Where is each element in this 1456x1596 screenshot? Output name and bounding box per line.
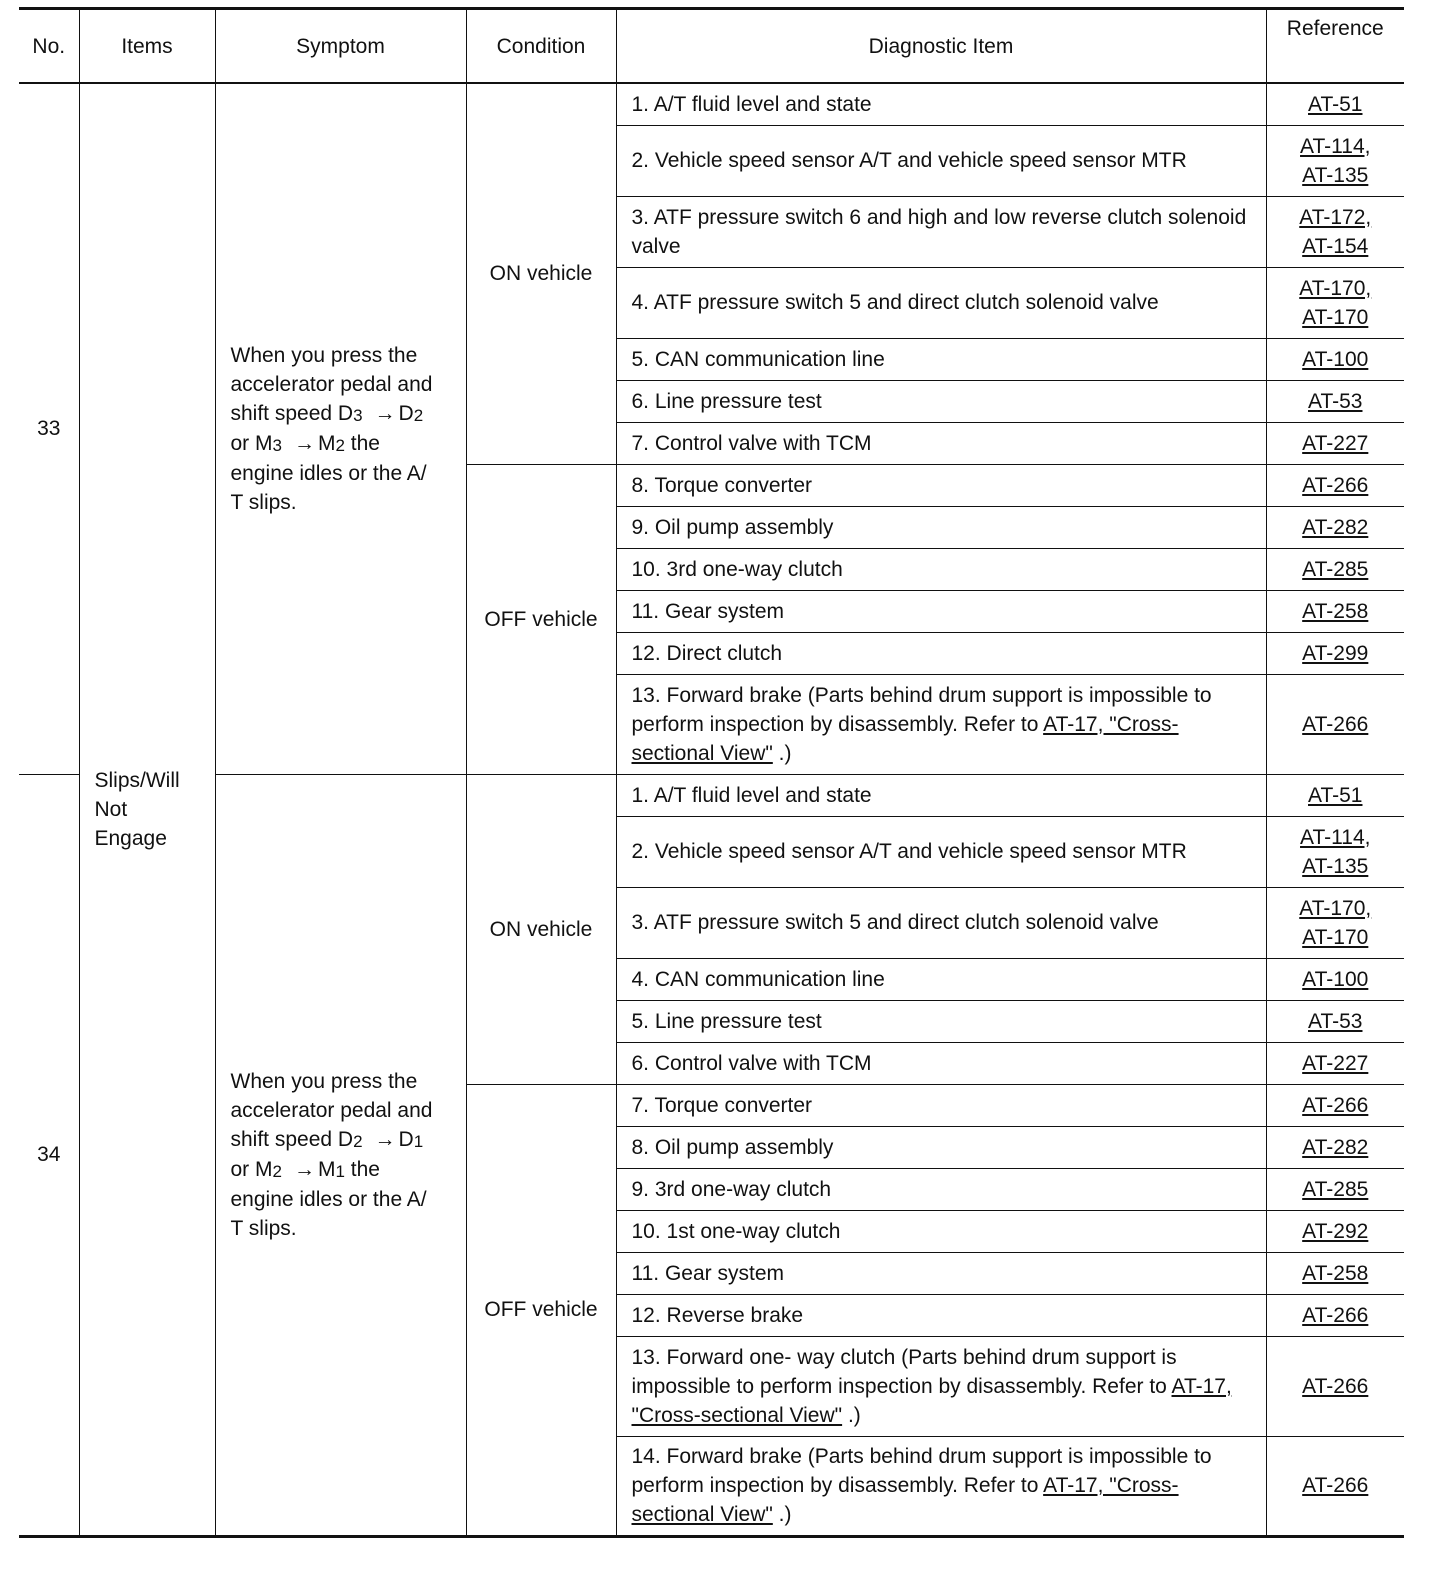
reference-link[interactable]: AT-258 [1302, 599, 1369, 623]
items-line: Slips/Will [94, 768, 180, 792]
diagnostic-item: 3. ATF pressure switch 5 and direct clutch solenoid valve [616, 887, 1266, 958]
diagnosis-table [19, 7, 1404, 1538]
diagnostic-item: 11. Gear system [616, 590, 1266, 632]
reference-link[interactable]: AT-154 [1302, 234, 1369, 258]
reference-link[interactable]: AT-282 [1302, 1135, 1369, 1159]
diagnostic-item: 4. CAN communication line [616, 958, 1266, 1000]
reference-link[interactable]: AT-100 [1302, 347, 1369, 371]
arrow-icon: → [374, 1127, 396, 1151]
reference-cell [1266, 887, 1404, 958]
reference-link[interactable]: AT-172, [1299, 205, 1372, 229]
symptom-cell: When you press the accelerator pedal and shift speed $D_3 \to D_2$ or $M_3 \to M_2$ the engine idles or the A/ T slips. [215, 83, 466, 774]
diagnostic-item: 13. Forward one- way clutch (Parts behind drum support is impossible to perform inspection by disassembly. Refer to AT-17, "Cross-sectional View" .) [616, 1336, 1266, 1436]
reference-link[interactable]: AT-266 [1302, 1093, 1369, 1117]
diagnostic-item: 12. Reverse brake [616, 1294, 1266, 1336]
reference-link[interactable]: AT-266 [1302, 1474, 1369, 1497]
reference-link[interactable]: AT-135 [1302, 854, 1369, 878]
items-cell [79, 83, 215, 1536]
reference-link[interactable]: AT-227 [1302, 1051, 1369, 1075]
reference-link[interactable]: AT-100 [1302, 967, 1369, 991]
reference-cell [1266, 1210, 1404, 1252]
diagnostic-item: 7. Torque converter [616, 1084, 1266, 1126]
cross-sectional-view-link[interactable]: AT-17, "Cross-sectional View" [631, 712, 1179, 765]
header-items: Items [79, 9, 215, 84]
reference-link[interactable]: AT-258 [1302, 1261, 1369, 1285]
diagnostic-item: 2. Vehicle speed sensor A/T and vehicle speed sensor MTR [616, 816, 1266, 887]
reference-cell [1266, 674, 1404, 774]
reference-cell [1266, 422, 1404, 464]
reference-cell [1266, 1168, 1404, 1210]
diagnostic-item: 2. Vehicle speed sensor A/T and vehicle speed sensor MTR [616, 125, 1266, 196]
reference-link[interactable]: AT-114, [1300, 825, 1371, 849]
diagnostic-item: 12. Direct clutch [616, 632, 1266, 674]
diagnostic-item: 5. CAN communication line [616, 338, 1266, 380]
reference-link[interactable]: AT-53 [1308, 1009, 1363, 1033]
diagnostic-item: 11. Gear system [616, 1252, 1266, 1294]
header-condition: Condition [466, 9, 616, 84]
diagnostic-item: 1. A/T fluid level and state [616, 83, 1266, 125]
diagnostic-item: 1. A/T fluid level and state [616, 774, 1266, 816]
reference-cell [1266, 1126, 1404, 1168]
reference-cell [1266, 1042, 1404, 1084]
reference-link[interactable]: AT-292 [1302, 1219, 1369, 1243]
reference-link[interactable]: AT-114, [1300, 134, 1371, 158]
header-reference: Reference [1266, 9, 1404, 84]
items-line: Not [94, 797, 128, 821]
reference-link[interactable]: AT-266 [1302, 1303, 1369, 1327]
reference-link[interactable]: AT-285 [1302, 557, 1369, 581]
table-row [19, 83, 1404, 125]
diagnostic-item: 8. Oil pump assembly [616, 1126, 1266, 1168]
reference-cell [1266, 590, 1404, 632]
header-no: No. [19, 9, 79, 84]
reference-cell [1266, 125, 1404, 196]
reference-link[interactable]: AT-170 [1302, 925, 1369, 949]
reference-cell [1266, 1436, 1404, 1536]
symptom-cell: When you press the accelerator pedal and shift speed $D_2 \to D_1$ or $M_2 \to M_1$ the engine idles or the A/ T slips. [215, 774, 466, 1536]
header-row [19, 9, 1404, 84]
reference-link[interactable]: AT-285 [1302, 1177, 1369, 1201]
diagnostic-item: 7. Control valve with TCM [616, 422, 1266, 464]
reference-link[interactable]: AT-170, [1299, 896, 1372, 920]
cross-sectional-view-link[interactable]: AT-17, "Cross-sectional View" [631, 1374, 1232, 1427]
reference-cell [1266, 338, 1404, 380]
reference-link[interactable]: AT-282 [1302, 515, 1369, 539]
reference-cell [1266, 548, 1404, 590]
reference-link[interactable]: AT-51 [1308, 783, 1363, 807]
row-number: 34 [19, 774, 79, 1536]
diagnostic-item: 5. Line pressure test [616, 1000, 1266, 1042]
reference-cell [1266, 816, 1404, 887]
reference-cell [1266, 1084, 1404, 1126]
diagnostic-item: 9. Oil pump assembly [616, 506, 1266, 548]
row-number: 33 [19, 83, 79, 774]
reference-link[interactable]: AT-266 [1302, 1374, 1369, 1398]
reference-cell [1266, 1000, 1404, 1042]
reference-cell [1266, 380, 1404, 422]
condition-on-vehicle: ON vehicle [466, 774, 616, 1084]
diagnostic-item: 6. Control valve with TCM [616, 1042, 1266, 1084]
diagnostic-item: 3. ATF pressure switch 6 and high and low reverse clutch solenoid valve [616, 196, 1266, 267]
reference-cell [1266, 83, 1404, 125]
condition-on-vehicle: ON vehicle [466, 83, 616, 464]
reference-link[interactable]: AT-53 [1308, 389, 1363, 413]
diagnostic-item: 4. ATF pressure switch 5 and direct clutch solenoid valve [616, 267, 1266, 338]
table-row [19, 774, 1404, 816]
reference-cell [1266, 774, 1404, 816]
header-diagnostic-item: Diagnostic Item [616, 9, 1266, 84]
reference-cell [1266, 196, 1404, 267]
arrow-icon: → [293, 1157, 315, 1181]
diagnostic-item: 13. Forward brake (Parts behind drum support is impossible to perform inspection by disassembly. Refer to AT-17, "Cross-sectional View" .) [616, 674, 1266, 774]
reference-cell [1266, 1336, 1404, 1436]
reference-cell [1266, 267, 1404, 338]
condition-off-vehicle: OFF vehicle [466, 1084, 616, 1536]
reference-cell [1266, 958, 1404, 1000]
reference-cell [1266, 1294, 1404, 1336]
arrow-icon: → [293, 431, 315, 455]
reference-link[interactable]: AT-51 [1308, 92, 1363, 116]
reference-cell [1266, 506, 1404, 548]
reference-link[interactable]: AT-299 [1302, 641, 1369, 665]
reference-link[interactable]: AT-227 [1302, 431, 1369, 455]
items-line: Engage [94, 826, 167, 850]
reference-cell [1266, 1252, 1404, 1294]
reference-cell [1266, 464, 1404, 506]
condition-off-vehicle: OFF vehicle [466, 464, 616, 774]
reference-link[interactable]: AT-266 [1302, 712, 1369, 736]
diagnostic-item: 14. Forward brake (Parts behind drum support is impossible to perform inspection by disassembly. Refer to AT-17, "Cross-sectional View" .) [616, 1436, 1266, 1536]
reference-cell [1266, 632, 1404, 674]
arrow-icon: → [374, 401, 396, 425]
diagnostic-item: 6. Line pressure test [616, 380, 1266, 422]
diagnostic-item: 8. Torque converter [616, 464, 1266, 506]
header-symptom: Symptom [215, 9, 466, 84]
reference-link[interactable]: AT-135 [1302, 163, 1369, 187]
diagnostic-item: 10. 3rd one-way clutch [616, 548, 1266, 590]
diagnostic-item: 9. 3rd one-way clutch [616, 1168, 1266, 1210]
reference-link[interactable]: AT-170, [1299, 276, 1372, 300]
reference-link[interactable]: AT-170 [1302, 305, 1369, 329]
reference-link[interactable]: AT-266 [1302, 473, 1369, 497]
cross-sectional-view-link[interactable]: AT-17, "Cross-sectional View" [631, 1474, 1179, 1526]
diagnostic-item: 10. 1st one-way clutch [616, 1210, 1266, 1252]
